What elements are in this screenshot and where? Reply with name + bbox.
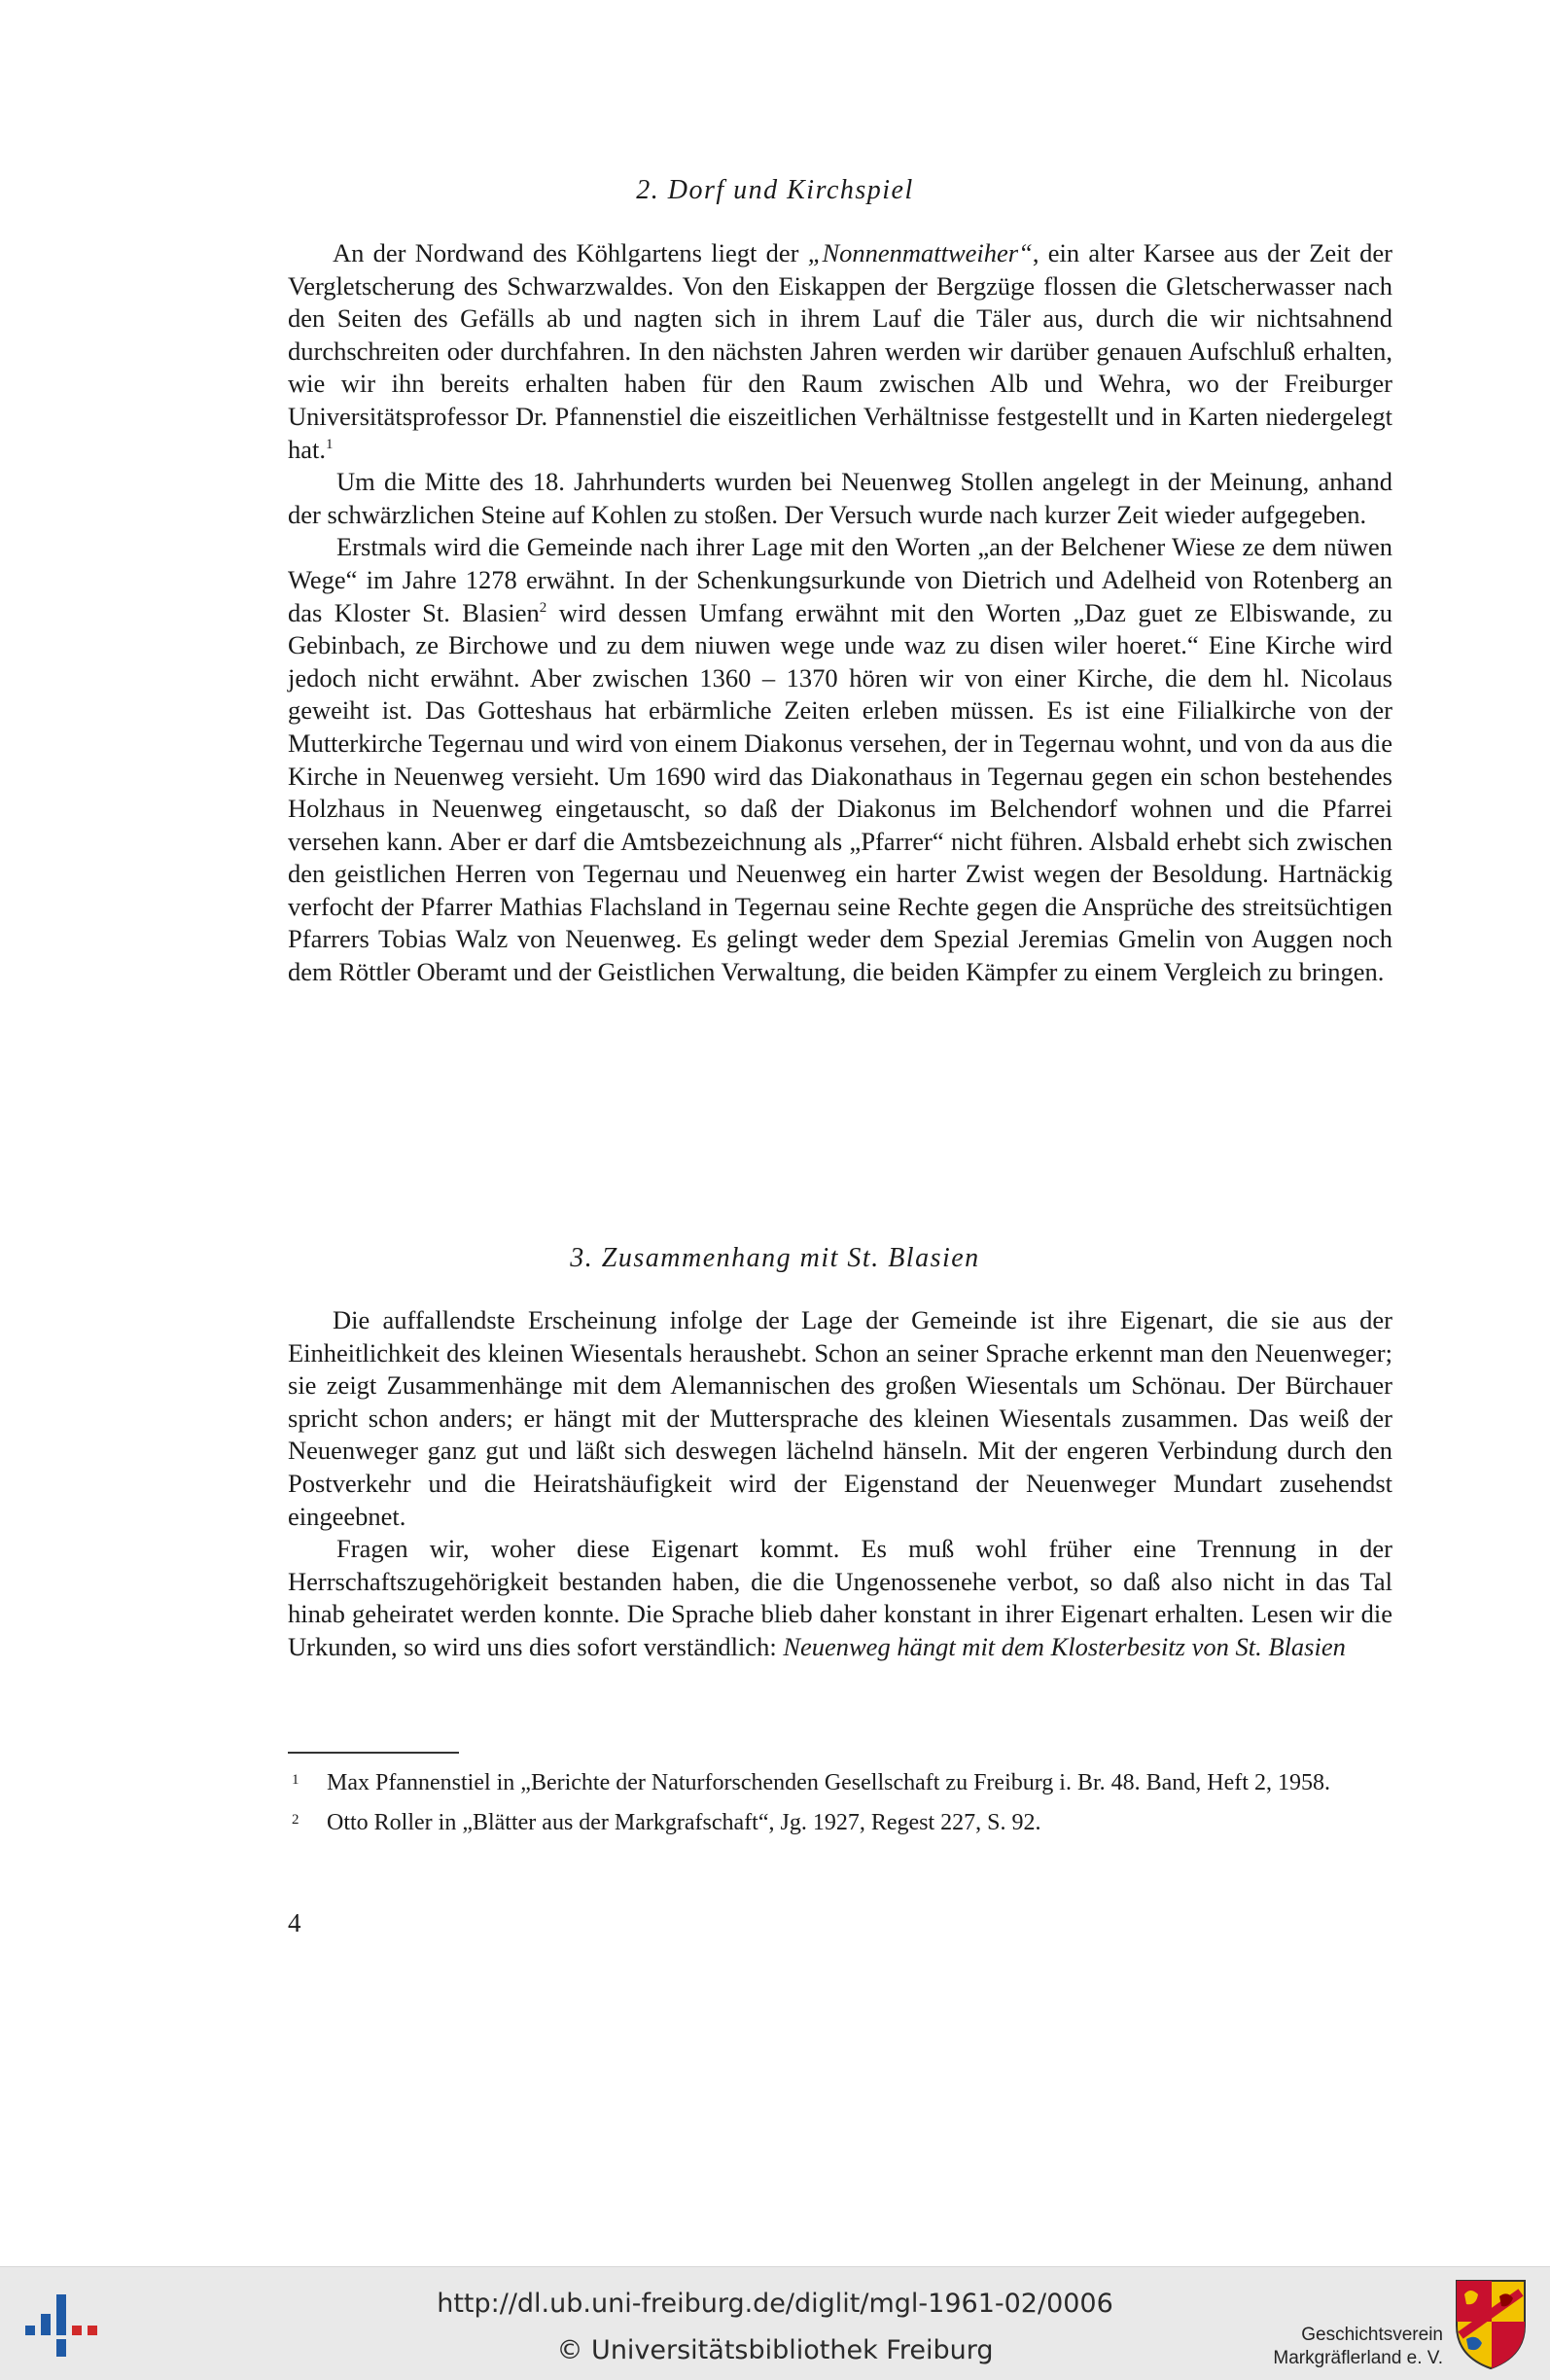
footnote-ref[interactable]: 2 <box>539 599 547 616</box>
text-run: Um die Mitte des 18. Jahrhunderts wurden bei Neuenweg Stollen angelegt in der Meinung, anhand der schwärzlichen Steine auf Kohlen zu stoßen. Der Versuch wurde nach kurzer Zeit wieder aufgegeben. <box>288 467 1392 529</box>
section-heading-zusammenhang-mit-st-blasien: 3. Zusammenhang mit St. Blasien <box>570 1243 980 1273</box>
text-run: Erstmals wird die Gemeinde nach ihrer Lage mit den Worten „an der Belchener Wiese ze dem nüwen Wege“ im Jahre 1278 erwähnt. In der Schenkungsurkunde von Dietrich und Adelheid von Rotenberg an das Kloster St. Blasien <box>288 532 1392 627</box>
paragraph <box>288 1533 1392 1663</box>
footnote-divider <box>288 1752 459 1754</box>
footnotes <box>288 1768 1392 1848</box>
section-body-dorf-und-kirchspiel <box>288 237 1392 989</box>
paragraph <box>288 531 1392 988</box>
italic-text-run: „Nonnenmattweiher“ <box>807 238 1033 267</box>
text-run: An der Nordwand des Köhlgartens liegt der <box>333 238 808 267</box>
text-run: Fragen wir, woher diese Eigenart kommt. Es muß wohl früher eine Trennung in der Herrschaftszugehörigkeit bestanden haben, die die Ungenossenehe verbot, so daß also nicht in das Tal hinab geheiratet werden konnte. Die Sprache blieb daher konstant in ihrer Eigenart erhalten. Lesen wir die Urkunden, so wird uns dies sofort verständlich: <box>288 1534 1392 1661</box>
viewer-footer <box>0 2266 1550 2380</box>
paragraph <box>288 237 1392 466</box>
paragraph <box>288 466 1392 531</box>
footnote-number: 1 <box>292 1772 299 1788</box>
copyright-notice: © Universitätsbibliothek Freiburg <box>556 2335 994 2365</box>
footnote-item <box>288 1808 1392 1838</box>
footnote-item <box>288 1768 1392 1798</box>
text-run: wird dessen Umfang erwähnt mit den Worten „Daz guet ze Elbiswande, zu Gebinbach, ze Birchowe und zu dem niuwen wege unde waz zu disen wiler hoeret.“ Eine Kirche wird jedoch nicht erwähnt. Aber zwischen 1360 – 1370 hören wir von einer Kirche, die dem hl. Nicolaus geweiht ist. Das Gotteshaus hat erbärmliche Zeiten erleben müssen. Es ist eine Filialkirche von der Mutterkirche Tegernau und wird von einem Diakonus versehen, der in Tegernau wohnt, und von da aus die Kirche in Neuenweg versieht. Um 1690 wird das Diakonathaus in Tegernau gegen ein schon bestehendes Holzhaus in Neuenweg eingetauscht, so daß der Diakonus im Belchendorf wohnen und die Pfarrei versehen kann. Aber er darf die Amtsbezeichnung als „Pfarrer“ nicht führen. Alsbald erhebt sich zwischen den geistlichen Herren von Tegernau und Neuenweg ein harter Zwist wegen der Besoldung. Hartnäckig verfocht der Pfarrer Mathias Flachsland in Tegernau seine Rechte gegen die Ansprüche des streitsüchtigen Pfarrers Tobias Walz von Neuenweg. Es gelingt weder dem Spezial Jeremias Gmelin von Auggen noch dem Röttler Oberamt und der Geistlichen Verwaltung, die beiden Kämpfer zu einem Vergleich zu bringen. <box>288 597 1392 987</box>
footnote-number: 2 <box>292 1812 299 1828</box>
society-name-line: Geschichtsverein <box>1301 2325 1443 2345</box>
section-heading-dorf-und-kirchspiel: 2. Dorf und Kirchspiel <box>636 175 914 205</box>
permalink[interactable]: http://dl.ub.uni-freiburg.de/diglit/mgl-1961-02/0006 <box>437 2289 1113 2319</box>
coat-of-arms-icon[interactable] <box>1453 2277 1529 2370</box>
paragraph <box>288 1304 1392 1533</box>
text-run: Die auffallendste Erscheinung infolge der Lage der Gemeinde ist ihre Eigenart, die sie aus der Einheitlichkeit des kleinen Wiesentals heraushebt. Schon an seiner Sprache erkennt man den Neuenweger; sie zeigt Zusammenhänge mit dem Alemannischen des großen Wiesentals um Schönau. Der Bürchauer spricht schon anders; er hängt mit der Muttersprache des kleinen Wiesentals zusammen. Das weiß der Neuenweger ganz gut und läßt sich deswegen lächelnd hänseln. Mit der engeren Verbindung durch den Postverkehr und die Heiratshäufigkeit wird der Eigenstand der Neuenweger Mundart zusehendst eingeebnet. <box>288 1305 1392 1531</box>
footnote-text: Otto Roller in „Blätter aus der Markgrafschaft“, Jg. 1927, Regest 227, S. 92. <box>327 1810 1041 1835</box>
page-number: 4 <box>288 1908 301 1937</box>
section-body-zusammenhang-mit-st-blasien <box>288 1304 1392 1664</box>
italic-text-run: Neuenweg hängt mit dem Klosterbesitz von St. Blasien <box>783 1631 1346 1661</box>
footnote-ref[interactable]: 1 <box>326 436 334 452</box>
society-name <box>1273 2324 1443 2370</box>
society-name-line: Markgräflerland e. V. <box>1273 2348 1443 2368</box>
text-run: , ein alter Karsee aus der Zeit der Vergletscherung des Schwarzwaldes. Von den Eiskappen der Bergzüge flossen die Gletscherwasser nach den Seiten des Gefälls ab und nagten sich in ihrem Lauf die Täler aus, durch die wir nichtsahnend durchschreiten oder durchfahren. In den nächsten Jahren werden wir darüber genauen Aufschluß erhalten, wie wir ihn bereits erhalten haben für den Raum zwischen Alb und Wehra, wo der Freiburger Universitätsprofessor Dr. Pfannenstiel die eiszeitlichen Verhältnisse festgestellt und in Karten niedergelegt hat. <box>288 238 1392 464</box>
footnote-text: Max Pfannenstiel in „Berichte der Naturforschenden Gesellschaft zu Freiburg i. Br. 48. Band, Heft 2, 1958. <box>327 1770 1330 1795</box>
